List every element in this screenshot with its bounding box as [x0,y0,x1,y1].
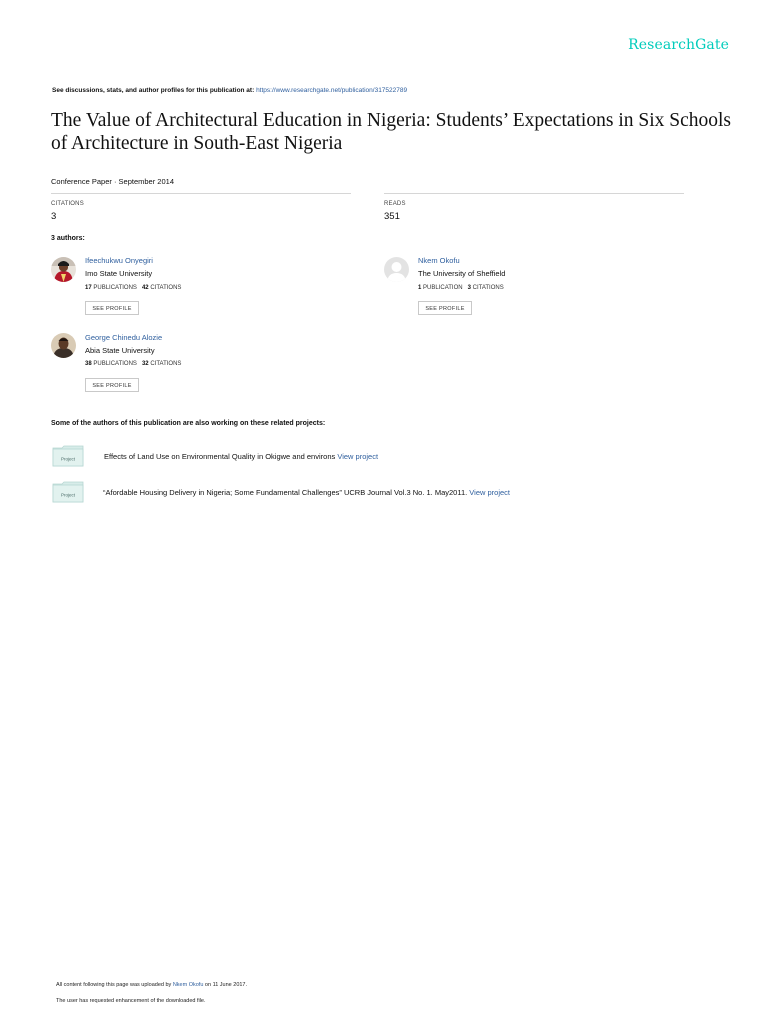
default-avatar-icon [384,257,409,282]
avatar[interactable] [51,333,76,358]
publication-link[interactable]: https://www.researchgate.net/publication/317522789 [256,87,408,94]
author-citations-label: CITATIONS [472,285,504,291]
author-citations-label: CITATIONS [150,285,182,291]
publication-type-date: Conference Paper · September 2014 [51,177,174,186]
related-projects-heading: Some of the authors of this publication are also working on these related projects: [51,420,326,427]
avatar[interactable] [384,257,409,282]
author-photo-icon [51,333,76,358]
discussion-text: See discussions, stats, and author profiles for this publication at: [52,87,257,94]
view-project-link[interactable]: View project [469,488,511,497]
view-project-link[interactable]: View project [337,452,379,461]
author-affiliation: The University of Sheffield [418,269,506,278]
author-citations-count: 3 [467,285,471,291]
author-stats [418,285,504,291]
author-affiliation: Abia State University [85,346,155,355]
author-affiliation: Imo State University [85,269,153,278]
author-citations-count: 42 [141,285,149,291]
project-icon [52,445,84,467]
project-icon-label: Project [60,456,76,462]
project-icon [52,481,84,503]
see-profile-button[interactable]: SEE PROFILE [85,378,139,392]
stats-divider-left [51,193,351,194]
author-publications-count: 38 [85,361,92,367]
folder-icon [52,481,84,503]
author-publications-label: PUBLICATION [423,285,463,291]
citations-value: 3 [51,211,57,222]
project-icon-label: Project [60,492,76,498]
folder-icon [52,445,84,467]
author-publications-count: 1 [418,285,422,291]
researchgate-logo[interactable]: ResearchGate [628,37,729,53]
author-publications-label: PUBLICATIONS [93,361,137,367]
author-photo-icon [51,257,76,282]
author-citations-count: 32 [141,361,149,367]
reads-label: READS [384,201,406,207]
upload-note-prefix: All content following this page was uploaded by [56,982,173,988]
author-publications-count: 17 [85,285,92,291]
author-name[interactable]: Ifeechukwu Onyegiri [85,256,153,265]
author-name[interactable]: George Chinedu Alozie [85,333,163,342]
discussion-line [52,87,407,94]
see-profile-button[interactable]: SEE PROFILE [418,301,472,315]
author-stats [85,361,181,367]
project-item [103,488,510,497]
upload-note-suffix: on 11 June 2017. [203,982,248,988]
stats-divider-right [384,193,684,194]
authors-heading: 3 authors: [51,235,85,242]
author-name[interactable]: Nkem Okofu [418,256,460,265]
see-profile-button[interactable]: SEE PROFILE [85,301,139,315]
publication-title: The Value of Architectural Education in Nigeria: Students’ Expectations in Six Schools of Architecture in South-East Nigeria [51,110,732,154]
project-item [104,452,378,461]
project-title: “Afordable Housing Delivery in Nigeria; Some Fundamental Challenges” UCRB Journal Vol.3 No. 1. May2011. [103,488,470,497]
upload-note [56,982,247,988]
reads-value: 351 [384,211,400,222]
author-publications-label: PUBLICATIONS [93,285,137,291]
author-citations-label: CITATIONS [150,361,182,367]
uploader-link[interactable]: Nkem Okofu [172,982,204,988]
project-title: Effects of Land Use on Environmental Quality in Okigwe and environs [104,452,338,461]
enhancement-note: The user has requested enhancement of the downloaded file. [56,998,206,1004]
citations-label: CITATIONS [51,201,84,207]
author-stats [85,285,181,291]
avatar[interactable] [51,257,76,282]
